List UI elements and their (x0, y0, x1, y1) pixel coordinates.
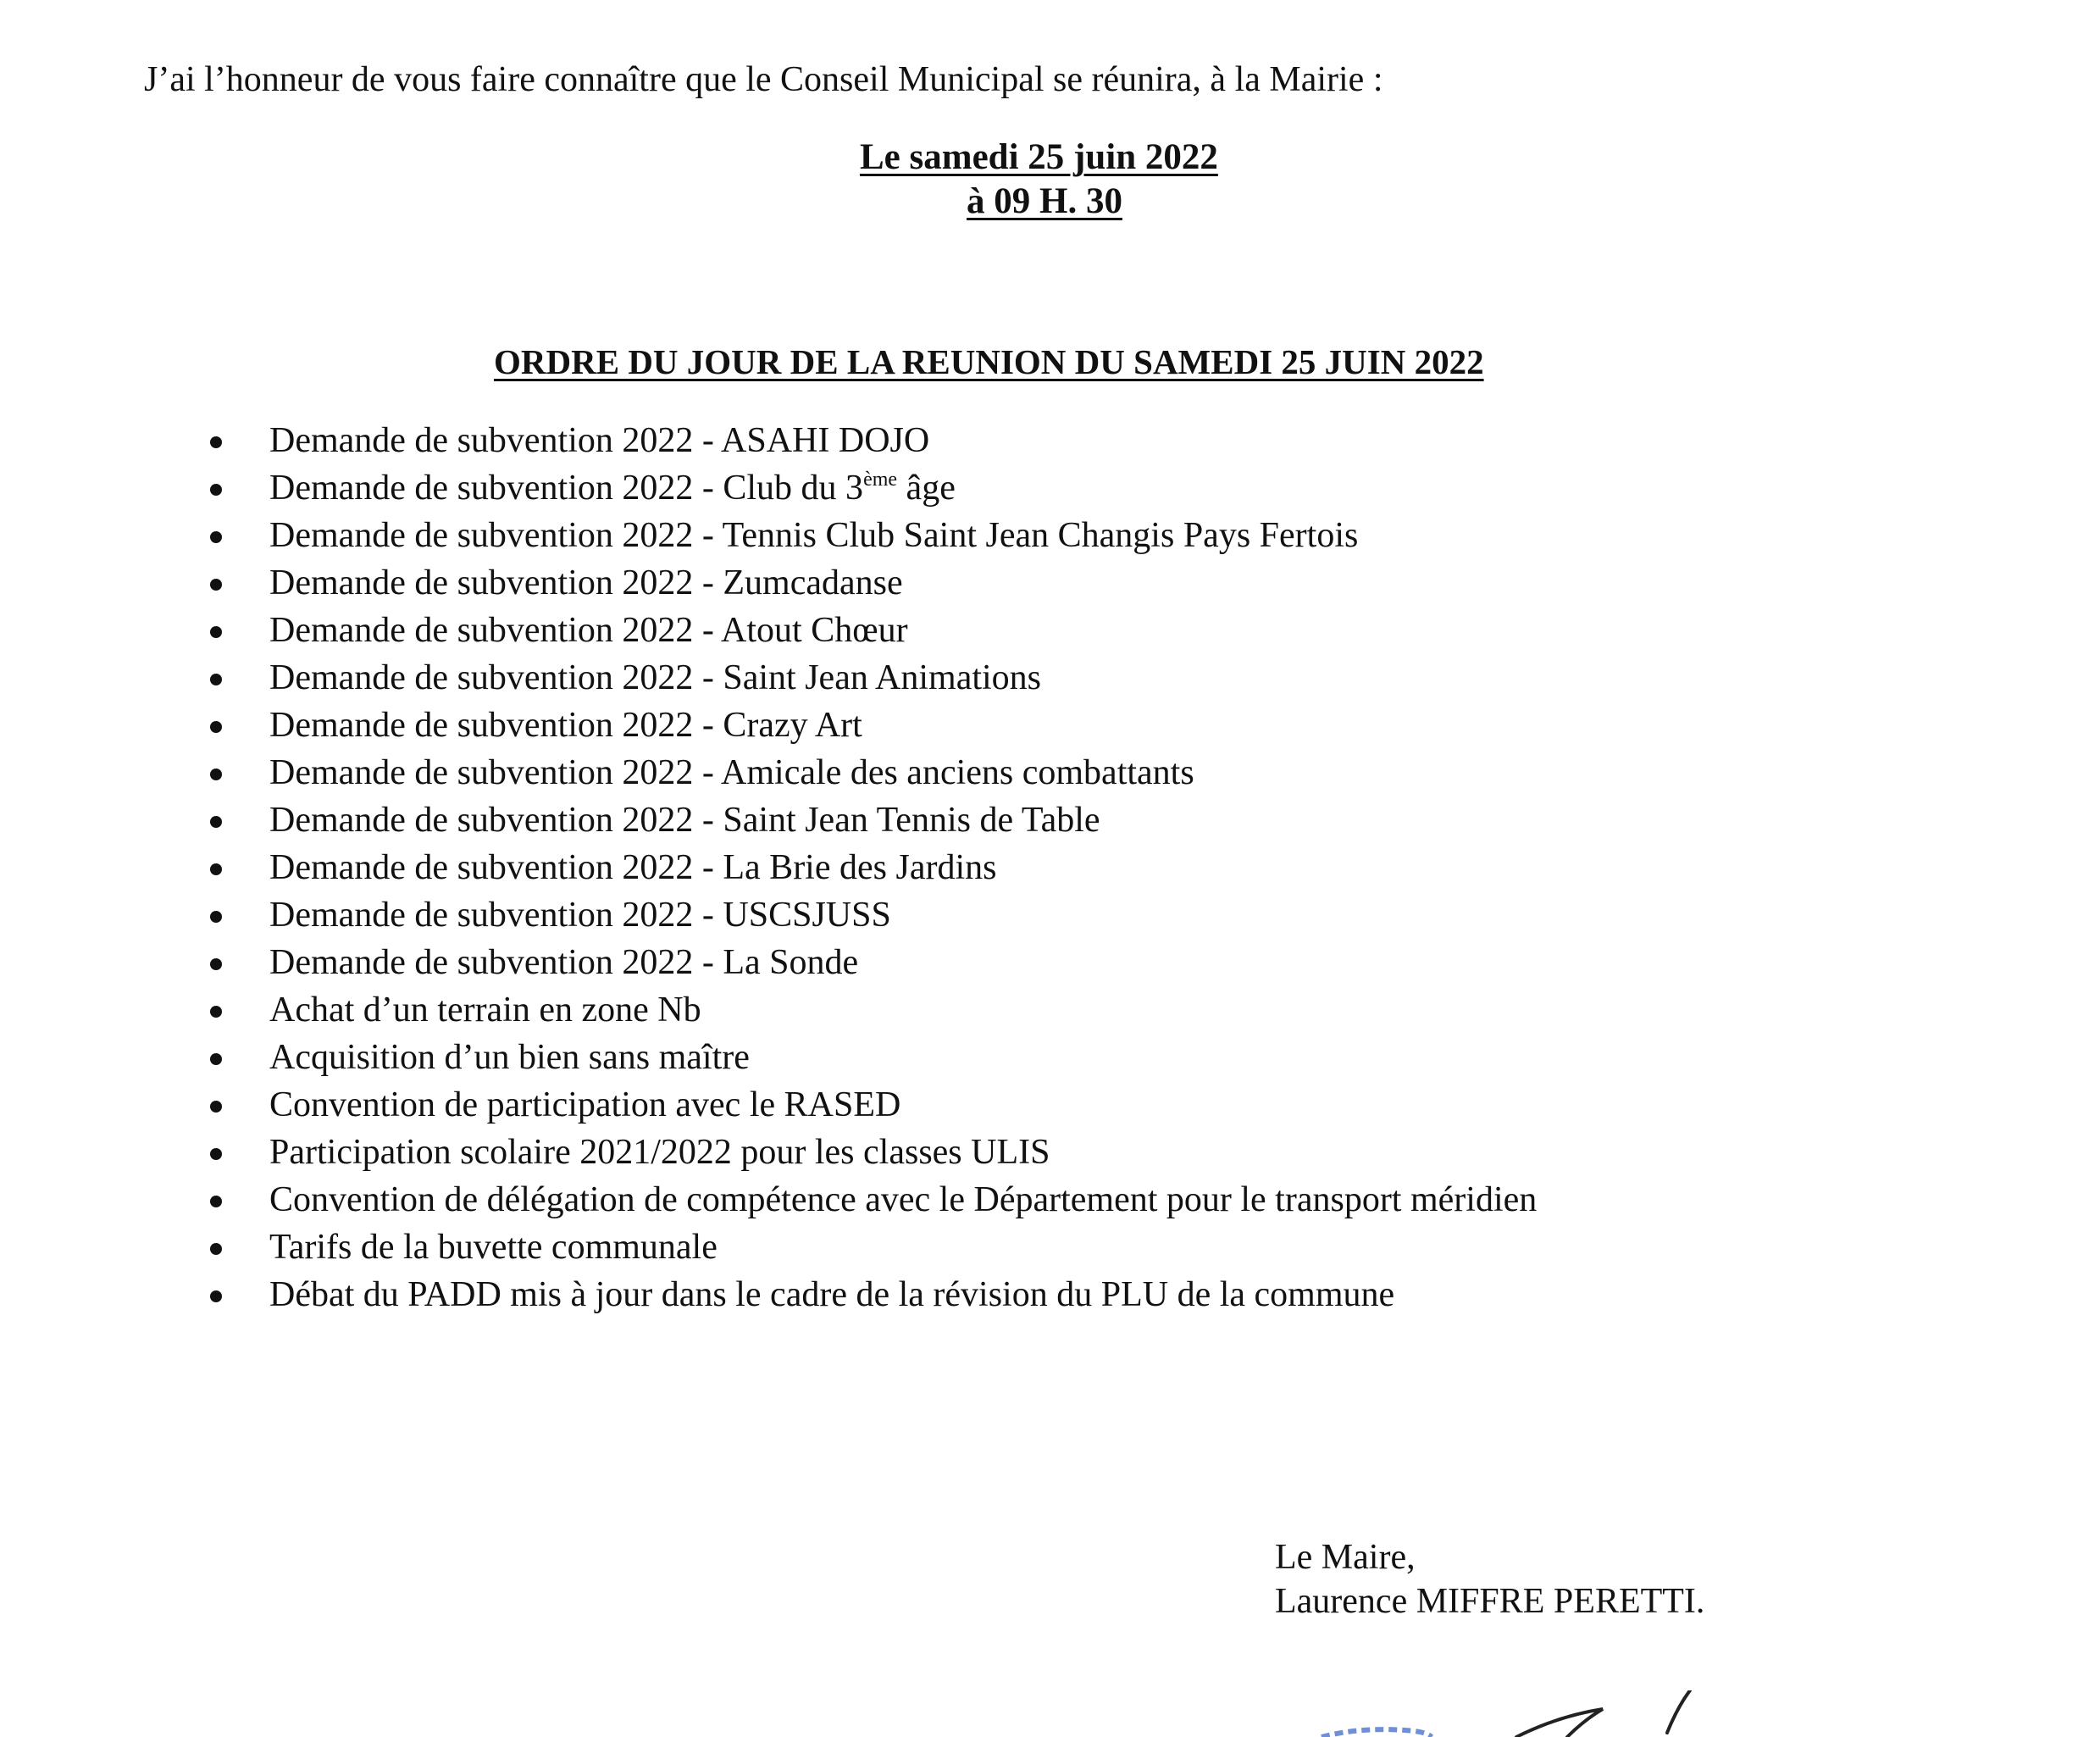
bullet-icon (210, 1243, 222, 1255)
list-item (203, 417, 1537, 464)
agenda-item-text: Demande de subvention 2022 - Amicale des anciens combattants (269, 753, 1194, 792)
list-item (203, 1224, 1537, 1271)
stamp-edge-icon (1322, 1729, 1432, 1737)
list-item (203, 607, 1537, 654)
bullet-icon (210, 484, 222, 496)
bullet-icon (210, 1101, 222, 1113)
signer-name: Laurence MIFFRE PERETTI. (1275, 1582, 1705, 1621)
agenda-item-tail: âge (897, 469, 956, 508)
list-item (203, 464, 1537, 512)
signer-role: Le Maire, (1275, 1538, 1416, 1577)
agenda-item-text: Participation scolaire 2021/2022 pour les classes ULIS (269, 1133, 1050, 1172)
agenda-item-text: Convention de délégation de compétence avec le Département pour le transport méridien (269, 1180, 1538, 1219)
bullet-icon (210, 436, 222, 448)
signature-stroke-icon (1516, 1709, 1603, 1737)
bullet-icon (210, 1006, 222, 1018)
agenda-item-text: Demande de subvention 2022 - ASAHI DOJO (269, 421, 930, 460)
intro-text: J’ai l’honneur de vous faire connaître que le Conseil Municipal se réunira, à la Mairie : (144, 60, 1383, 99)
agenda-item-text: Demande de subvention 2022 - Saint Jean Animations (269, 658, 1042, 697)
list-item (203, 1081, 1537, 1129)
list-item (203, 844, 1537, 891)
agenda-item-text: Demande de subvention 2022 - Saint Jean Tennis de Table (269, 801, 1100, 840)
agenda-item-text: Demande de subvention 2022 - Zumcadanse (269, 563, 903, 602)
bullet-icon (210, 1196, 222, 1207)
bullet-icon (210, 626, 222, 638)
list-item (203, 1034, 1537, 1081)
bullet-icon (210, 579, 222, 591)
list-item (203, 796, 1537, 844)
signature-stroke-icon (1667, 1690, 1690, 1733)
agenda-item-text: Demande de subvention 2022 - Atout Chœur (269, 611, 908, 650)
bullet-icon (210, 721, 222, 733)
agenda-item-text: Demande de subvention 2022 - USCSJUSS (269, 896, 891, 935)
ordinal-superscript: ème (863, 469, 898, 491)
agenda-item-text: Achat d’un terrain en zone Nb (269, 991, 701, 1029)
bullet-icon (210, 674, 222, 685)
agenda-list (203, 417, 1537, 1318)
bullet-icon (210, 1053, 222, 1065)
bullet-icon (210, 958, 222, 970)
bullet-icon (210, 863, 222, 875)
meeting-time: à 09 H. 30 (967, 181, 1122, 221)
list-item (203, 749, 1537, 796)
agenda-item-text: Demande de subvention 2022 - Club du 3 (269, 469, 864, 508)
list-item (203, 559, 1537, 607)
list-item (203, 1129, 1537, 1176)
agenda-item-text: Demande de subvention 2022 - Tennis Club Saint Jean Changis Pays Fertois (269, 516, 1359, 555)
list-item (203, 1176, 1537, 1224)
signature-block (1275, 1535, 1704, 1623)
agenda-item-text: Demande de subvention 2022 - Crazy Art (269, 706, 862, 745)
bullet-icon (210, 769, 222, 780)
list-item (203, 891, 1537, 939)
handwritten-signature-icon (1305, 1690, 1711, 1737)
agenda-item-text: Acquisition d’un bien sans maître (269, 1038, 750, 1077)
list-item (203, 1271, 1537, 1318)
agenda-item-text: Convention de participation avec le RASED (269, 1085, 901, 1124)
bullet-icon (210, 1290, 222, 1302)
meeting-date: Le samedi 25 juin 2022 (860, 137, 1218, 177)
bullet-icon (210, 911, 222, 923)
list-item (203, 654, 1537, 702)
agenda-item-text: Débat du PADD mis à jour dans le cadre de la révision du PLU de la commune (269, 1275, 1395, 1314)
agenda-title: ORDRE DU JOUR DE LA REUNION DU SAMEDI 25 JUIN 2022 (494, 342, 1484, 381)
bullet-icon (210, 531, 222, 543)
agenda-item-text: Demande de subvention 2022 - La Brie des Jardins (269, 848, 997, 887)
list-item (203, 986, 1537, 1034)
list-item (203, 512, 1537, 559)
list-item (203, 702, 1537, 749)
bullet-icon (210, 816, 222, 828)
agenda-item-text: Demande de subvention 2022 - La Sonde (269, 943, 859, 982)
agenda-item-text: Tarifs de la buvette communale (269, 1228, 718, 1267)
list-item (203, 939, 1537, 986)
bullet-icon (210, 1148, 222, 1160)
